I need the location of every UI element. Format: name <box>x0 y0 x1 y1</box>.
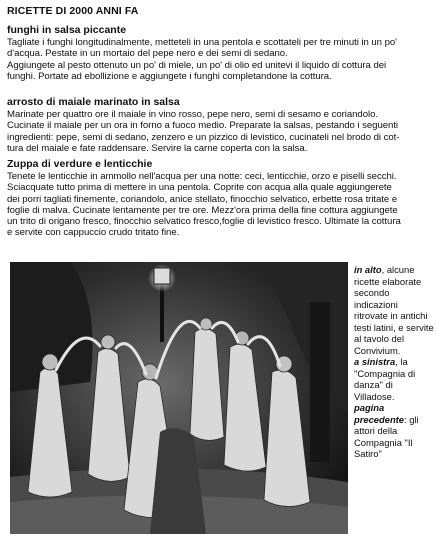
recipe-line: un trito di origano fresco, finocchio selvatico fresco,foglie di levistico fresco. Ultimate la cottura <box>7 216 401 228</box>
recipe-line: ingredienti: pepe, semi di sedano, zenzero e un pizzico di levistico, cucinateli nel brodo di cot- <box>7 131 400 143</box>
caption-text: , alcune ricette elaborate secondo indicazioni ritrovate in antichi testi latini, e servite al tavolo del Convivium. <box>354 264 434 356</box>
recipe-line: foglie di malva. Cucinate lentamente per tre ore. Mezz'ora prima della fine cottura aggiungete <box>7 204 398 216</box>
photo-caption <box>354 264 434 460</box>
recipe-line: Aggiungete al pesto ottenuto un po' di miele, un po' di olio ed unitevi il liquido di cottura dei <box>7 59 387 71</box>
caption-text: : gli attori della Compagnia "Il Satiro" <box>354 413 419 459</box>
recipe-arrosto <box>7 96 431 154</box>
caption-keyword: in alto <box>354 264 382 275</box>
recipe-line: tura del maiale e fate raddensare. Servire la carne coperta con la salsa. <box>7 142 308 154</box>
recipe-line: Sciacquate tutto prima di mettere in una pentola. Coprite con acqua alla quale aggiungerete <box>7 182 392 194</box>
recipe-title: arrosto di maiale marinato in salsa <box>7 96 180 108</box>
dance-photo <box>10 262 348 534</box>
recipe-zuppa <box>7 158 431 239</box>
recipe-text <box>7 37 431 82</box>
recipe-title: funghi in salsa piccante <box>7 24 127 36</box>
recipe-line: Tenete le lenticchie in ammollo nell'acqua per una notte: ceci, lenticchie, orzo e piselli secchi. <box>7 171 397 182</box>
recipe-line: Cucinate il maiale per un ora in forno a fuoco medio. Preparate la salsas, pestando i seguenti <box>7 120 399 132</box>
recipe-funghi <box>7 24 431 82</box>
recipe-line: e servite con cappuccio crudo tritato fine. <box>7 227 180 239</box>
recipe-text <box>7 171 431 239</box>
recipe-text <box>7 109 431 154</box>
recipe-line: Tagliate i funghi longitudinalmente, metteteli in una pentola e scottateli per tre minuti in un po' <box>7 37 397 48</box>
recipe-line: dei porri tagliati finemente, coriandolo, anice stellato, finocchio selvatico, erbette rosa tritate e <box>7 193 398 205</box>
caption-keyword: pagina precedente <box>354 402 405 425</box>
recipe-line: d'acqua. Pestate in un mortaio del pepe nero e dei semi di sedano. <box>7 48 288 60</box>
recipe-line: Marinate per quattro ore il maiale in vino rosso, pepe nero, semi di sesamo e coriandolo. <box>7 109 378 120</box>
recipe-line: funghi. Portate ad ebollizione e aggiungete i funghi completandone la cottura. <box>7 70 332 82</box>
page-title: RICETTE DI 2000 ANNI FA <box>7 5 139 17</box>
caption-keyword: a sinistra <box>354 356 396 367</box>
recipe-title: Zuppa di verdure e lenticchie <box>7 158 153 170</box>
dance-photo-image <box>10 262 348 534</box>
caption-text: , la "Compagnia di danza" di Villadose. <box>354 356 416 402</box>
